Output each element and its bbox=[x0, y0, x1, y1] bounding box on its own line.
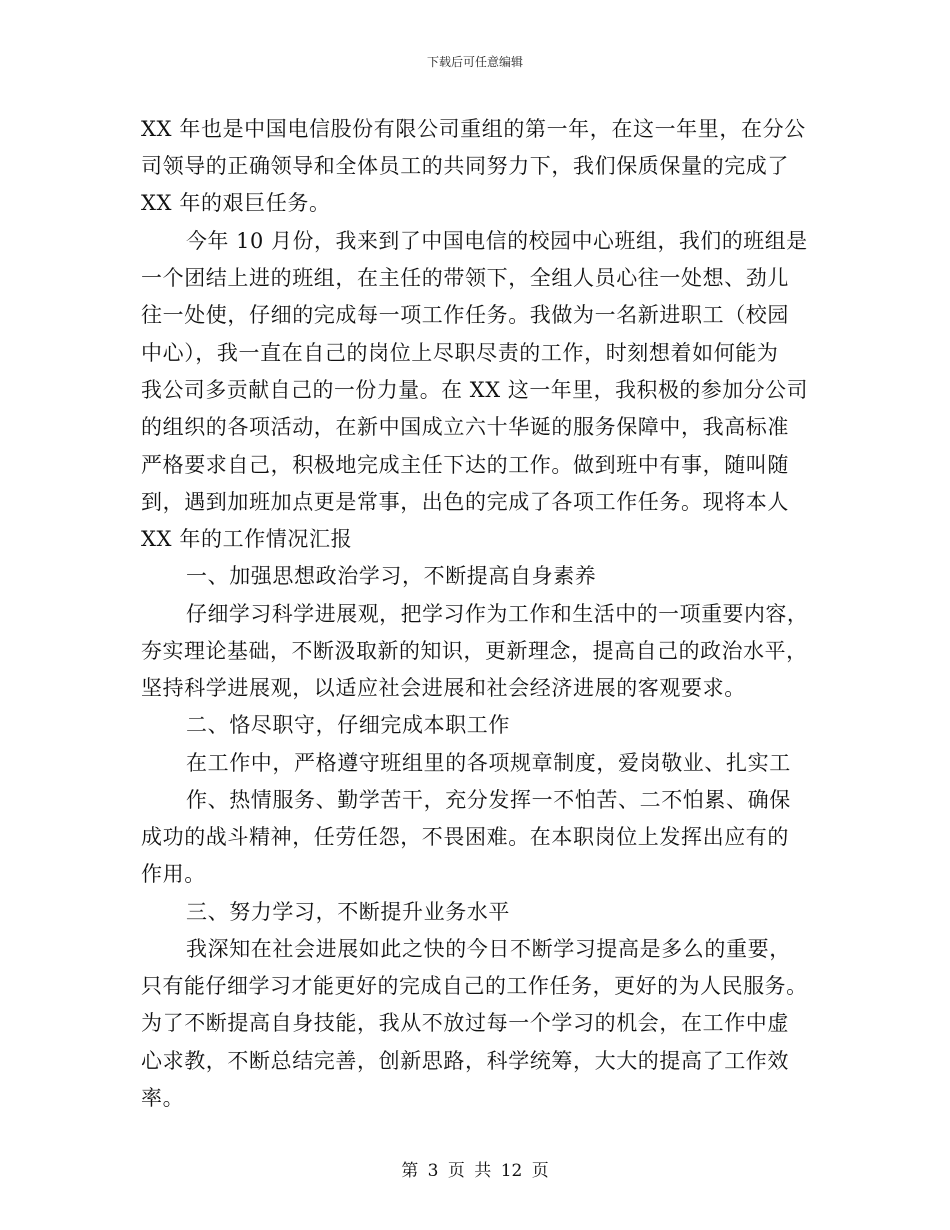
text-line: 我公司多贡献自己的一份力量。在 XX 这一年里，我积极的参加分公司 bbox=[141, 378, 809, 402]
text-line: 坚持科学进展观，以适应社会进展和社会经济进展的客观要求。 bbox=[141, 676, 746, 700]
text-line: 往一处使，仔细的完成每一项工作任务。我做为一名新进职工（校园 bbox=[141, 303, 789, 327]
text-line: 作用。 bbox=[141, 862, 206, 886]
text-line: 作、热情服务、勤学苦干，充分发挥一不怕苦、二不怕累、确保 bbox=[186, 788, 791, 812]
page-number-footer: 第 3 页 共 12 页 bbox=[401, 1161, 549, 1181]
text-line: 今年 10 月份，我来到了中国电信的校园中心班组，我们的班组是 bbox=[186, 229, 808, 253]
section-heading: 三、努力学习，不断提升业务水平 bbox=[186, 900, 510, 924]
text-line: 为了不断提高自身技能，我从不放过每一个学习的机会，在工作中虚 bbox=[141, 1011, 789, 1035]
text-line: XX 年的工作情况汇报 bbox=[141, 527, 353, 551]
text-line: XX 年也是中国电信股份有限公司重组的第一年，在这一年里，在分公 bbox=[141, 117, 806, 141]
text-line: 只有能仔细学习才能更好的完成自己的工作任务，更好的为人民服务。 bbox=[141, 974, 808, 998]
section-heading: 二、恪尽职守，仔细完成本职工作 bbox=[186, 713, 510, 737]
text-line: 在工作中，严格遵守班组里的各项规章制度，爱岗敬业、扎实工 bbox=[186, 751, 791, 775]
text-line: 仔细学习科学进展观，把学习作为工作和生活中的一项重要内容， bbox=[186, 602, 809, 626]
text-line: 到，遇到加班加点更是常事，出色的完成了各项工作任务。现将本人 bbox=[141, 490, 789, 514]
text-line: 的组织的各项活动，在新中国成立六十华诞的服务保障中，我高标准 bbox=[141, 415, 789, 439]
text-line: 司领导的正确领导和全体员工的共同努力下，我们保质保量的完成了 bbox=[141, 154, 789, 178]
text-line: 一个团结上进的班组，在主任的带领下，全组人员心往一处想、劲儿 bbox=[141, 266, 789, 290]
text-line: 中心），我一直在自己的岗位上尽职尽责的工作，时刻想着如何能为 bbox=[141, 341, 779, 365]
text-line: 我深知在社会进展如此之快的今日不断学习提高是多么的重要， bbox=[186, 937, 791, 961]
text-line: 成功的战斗精神，任劳任怨，不畏困难。在本职岗位上发挥出应有的 bbox=[141, 825, 789, 849]
text-line: 严格要求自己，积极地完成主任下达的工作。做到班中有事，随叫随 bbox=[141, 453, 789, 477]
page-header: 下载后可任意编辑 bbox=[426, 55, 523, 69]
section-heading: 一、加强思想政治学习，不断提高自身素养 bbox=[186, 564, 597, 588]
text-line: 心求教，不断总结完善，创新思路，科学统筹，大大的提高了工作效 bbox=[141, 1049, 789, 1073]
text-line: 夯实理论基础，不断汲取新的知识，更新理念，提高自己的政治水平， bbox=[141, 639, 808, 663]
text-line: 率。 bbox=[141, 1086, 185, 1110]
text-line: XX 年的艰巨任务。 bbox=[141, 191, 331, 215]
